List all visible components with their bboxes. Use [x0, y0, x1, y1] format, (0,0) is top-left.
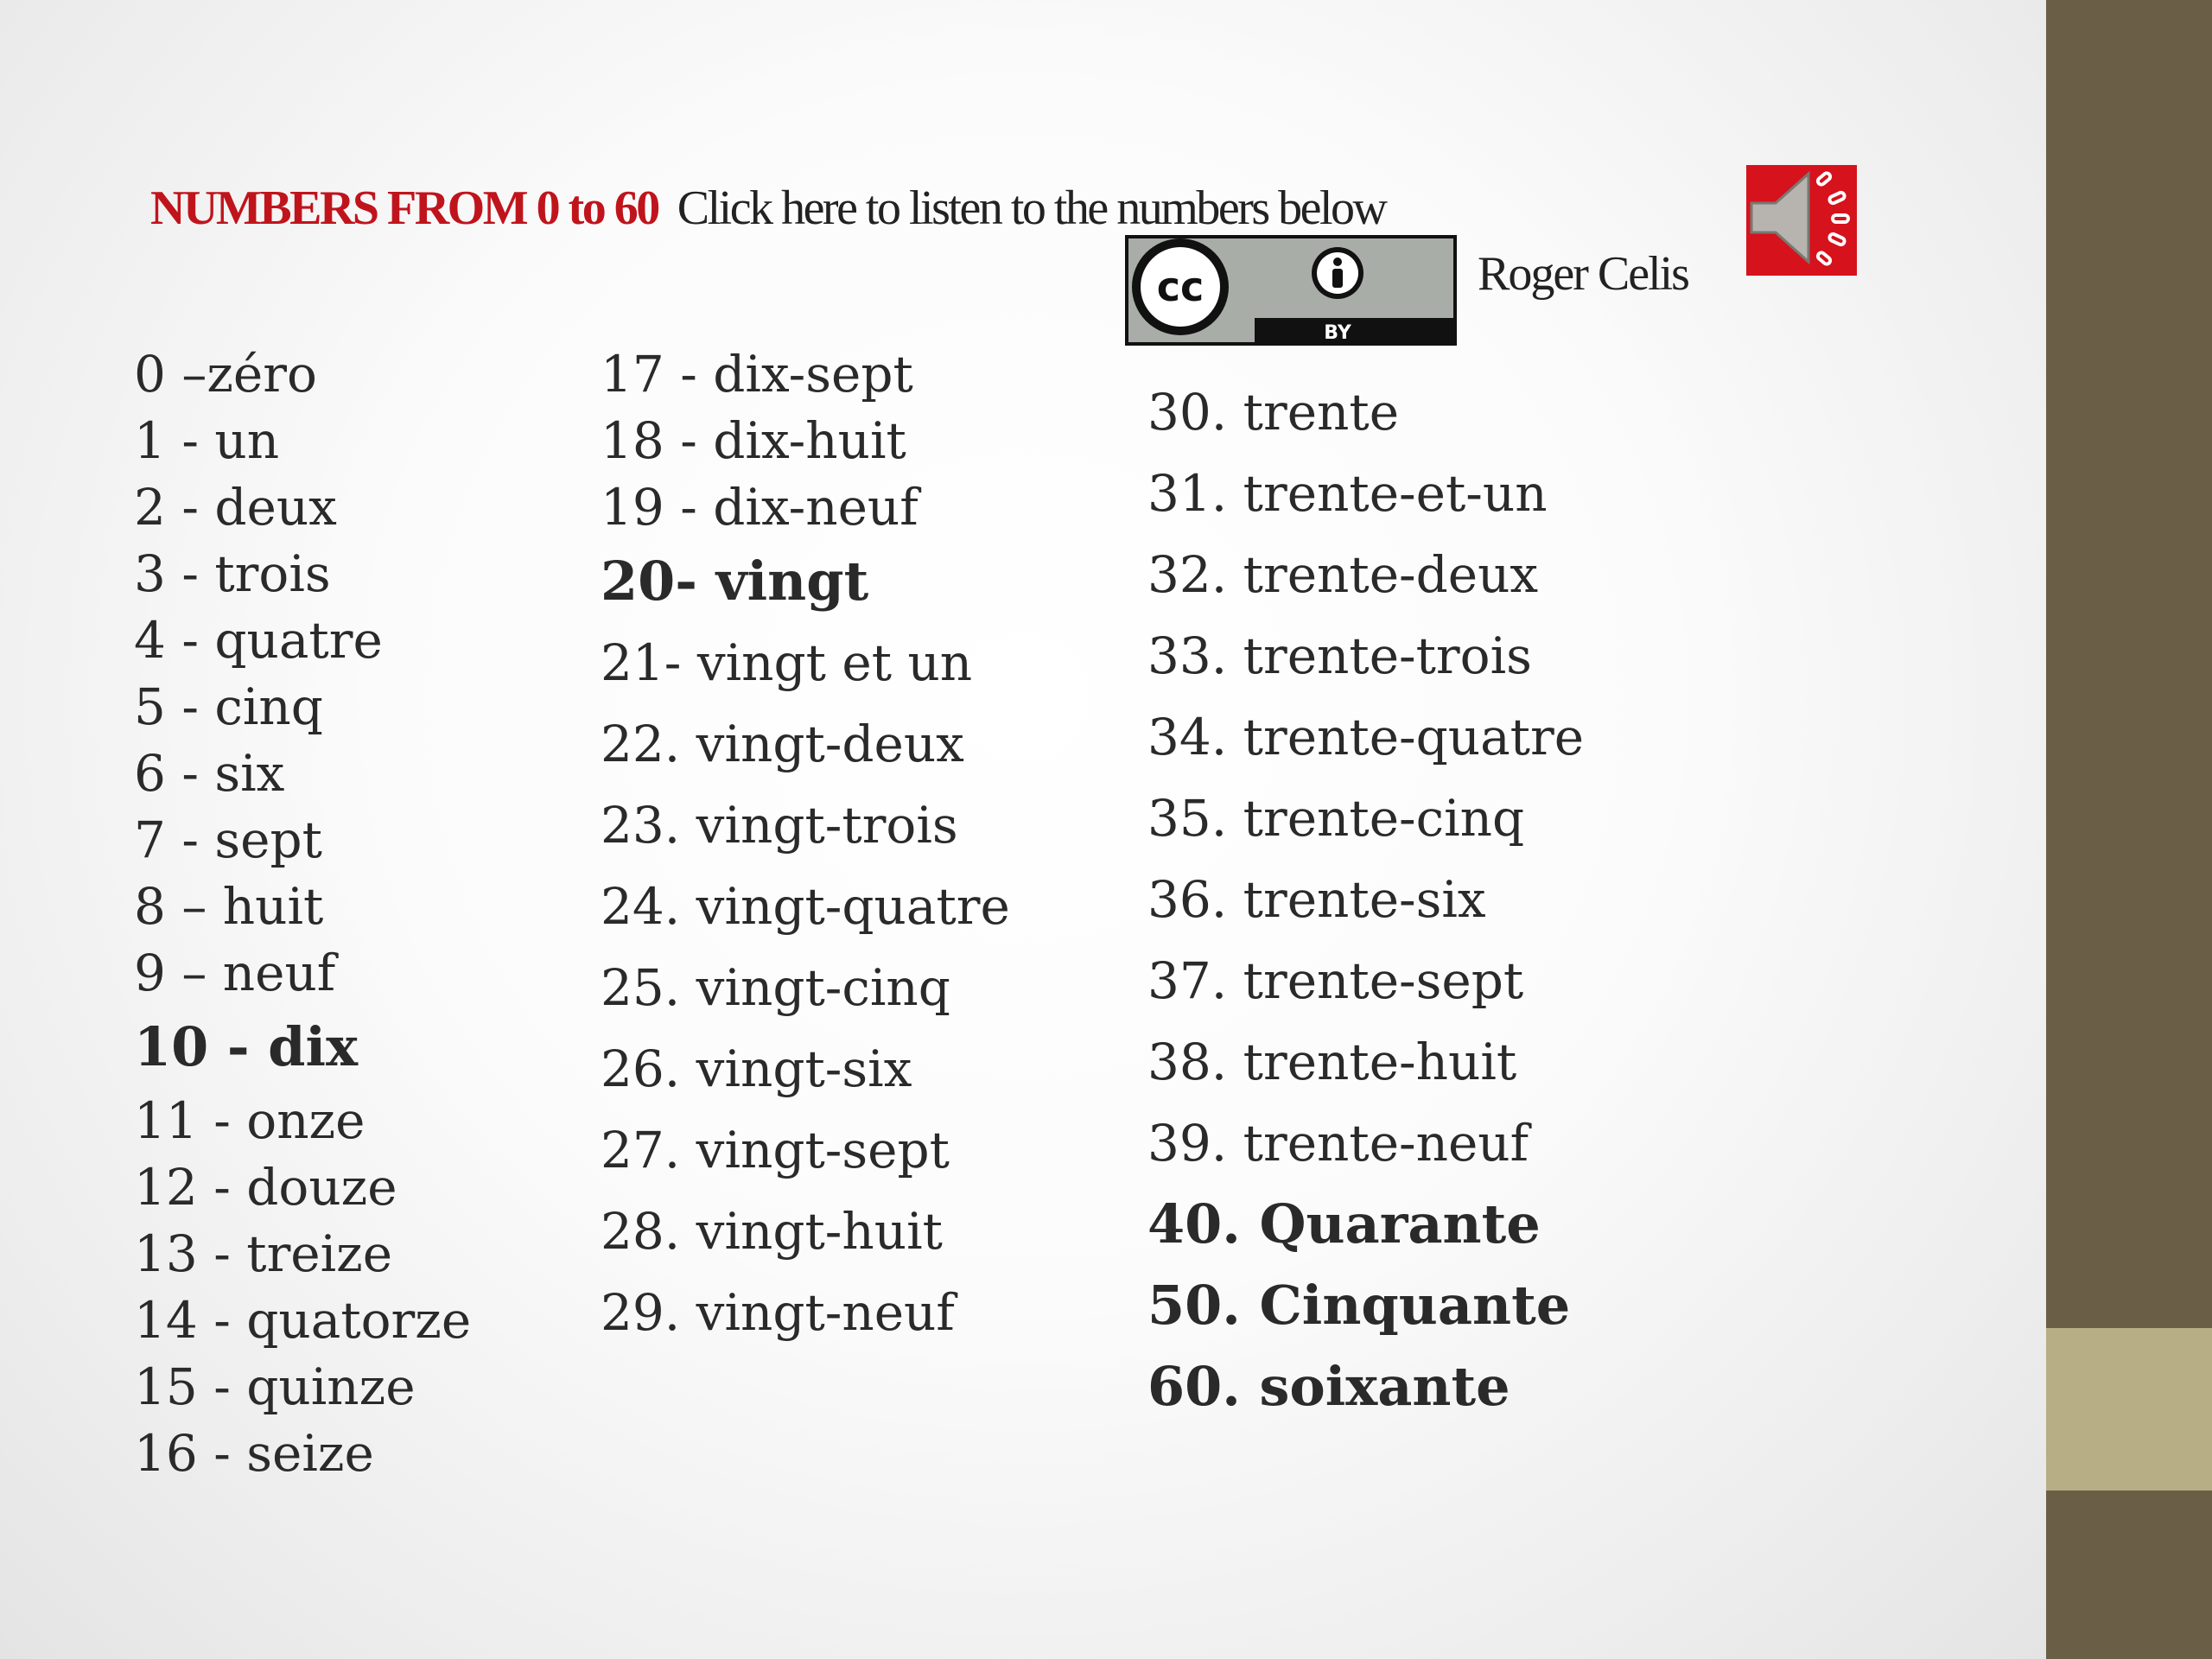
numbers-column-3 — [1147, 372, 1584, 1427]
list-item: 28. vingt-huit — [601, 1202, 943, 1261]
list-item: 36. trente-six — [1147, 870, 1486, 929]
list-item: 26. vingt-six — [601, 1039, 912, 1098]
list-item: 24. vingt-quatre — [601, 877, 1010, 936]
list-item: 31. trente-et-un — [1147, 464, 1548, 523]
list-item: 39. trente-neuf — [1147, 1114, 1529, 1173]
list-item: 30. trente — [1147, 383, 1400, 442]
list-item: 1 - un — [134, 411, 280, 470]
list-item: 25. vingt-cinq — [601, 958, 950, 1017]
list-item: 11 - onze — [134, 1091, 365, 1150]
list-item: 32. trente-deux — [1147, 545, 1539, 604]
author-name: Roger Celis — [1478, 247, 1688, 301]
license-label: BY — [1324, 322, 1351, 344]
list-item: 35. trente-cinq — [1147, 789, 1525, 848]
list-item: 33. trente-trois — [1147, 626, 1532, 685]
list-item: 0 –zéro — [134, 345, 317, 404]
list-item: 10 - dix — [134, 1015, 359, 1078]
list-item: 40. Quarante — [1147, 1192, 1541, 1255]
list-item: 60. soixante — [1147, 1355, 1510, 1418]
list-item: 37. trente-sept — [1147, 951, 1524, 1010]
numbers-column-2 — [601, 341, 1010, 1353]
list-item: 6 - six — [134, 744, 285, 803]
list-item: 12 - douze — [134, 1158, 397, 1217]
list-item: 9 – neuf — [134, 944, 336, 1002]
list-item: 23. vingt-trois — [601, 796, 958, 855]
list-item: 19 - dix-neuf — [601, 478, 918, 537]
cc-by-license-badge[interactable] — [1125, 235, 1457, 346]
list-item: 21- vingt et un — [601, 633, 973, 692]
page-title: NUMBERS FROM 0 to 60 — [150, 181, 658, 235]
sidebar-accent-band — [2046, 1328, 2212, 1491]
decorative-sidebar — [2046, 0, 2212, 1659]
list-item: 38. trente-huit — [1147, 1033, 1517, 1091]
list-item: 5 - cinq — [134, 677, 323, 736]
listen-link[interactable]: Click here to listen to the numbers below — [677, 181, 1386, 235]
list-item: 20- vingt — [601, 550, 869, 613]
speaker-volume-icon — [1746, 165, 1857, 276]
list-item: 8 – huit — [134, 877, 324, 936]
list-item: 4 - quatre — [134, 611, 383, 670]
list-item: 7 - sept — [134, 810, 322, 869]
attribution-person-icon — [1312, 247, 1363, 299]
play-audio-button[interactable] — [1746, 165, 1857, 276]
list-item: 15 - quinze — [134, 1357, 416, 1416]
title-line — [150, 178, 1386, 238]
list-item: 16 - seize — [134, 1424, 374, 1483]
list-item: 22. vingt-deux — [601, 715, 964, 773]
list-item: 2 - deux — [134, 478, 337, 537]
creative-commons-cc-icon — [1132, 238, 1229, 335]
list-item: 29. vingt-neuf — [601, 1283, 955, 1342]
numbers-column-1 — [134, 341, 471, 1487]
svg-text:cc: cc — [1156, 264, 1205, 310]
list-item: 17 - dix-sept — [601, 345, 913, 404]
list-item: 14 - quatorze — [134, 1291, 472, 1350]
list-item: 34. trente-quatre — [1147, 708, 1585, 766]
list-item: 13 - treize — [134, 1224, 393, 1283]
list-item: 18 - dix-huit — [601, 411, 906, 470]
list-item: 27. vingt-sept — [601, 1121, 950, 1179]
list-item: 3 - trois — [134, 544, 331, 603]
list-item: 50. Cinquante — [1147, 1274, 1571, 1337]
